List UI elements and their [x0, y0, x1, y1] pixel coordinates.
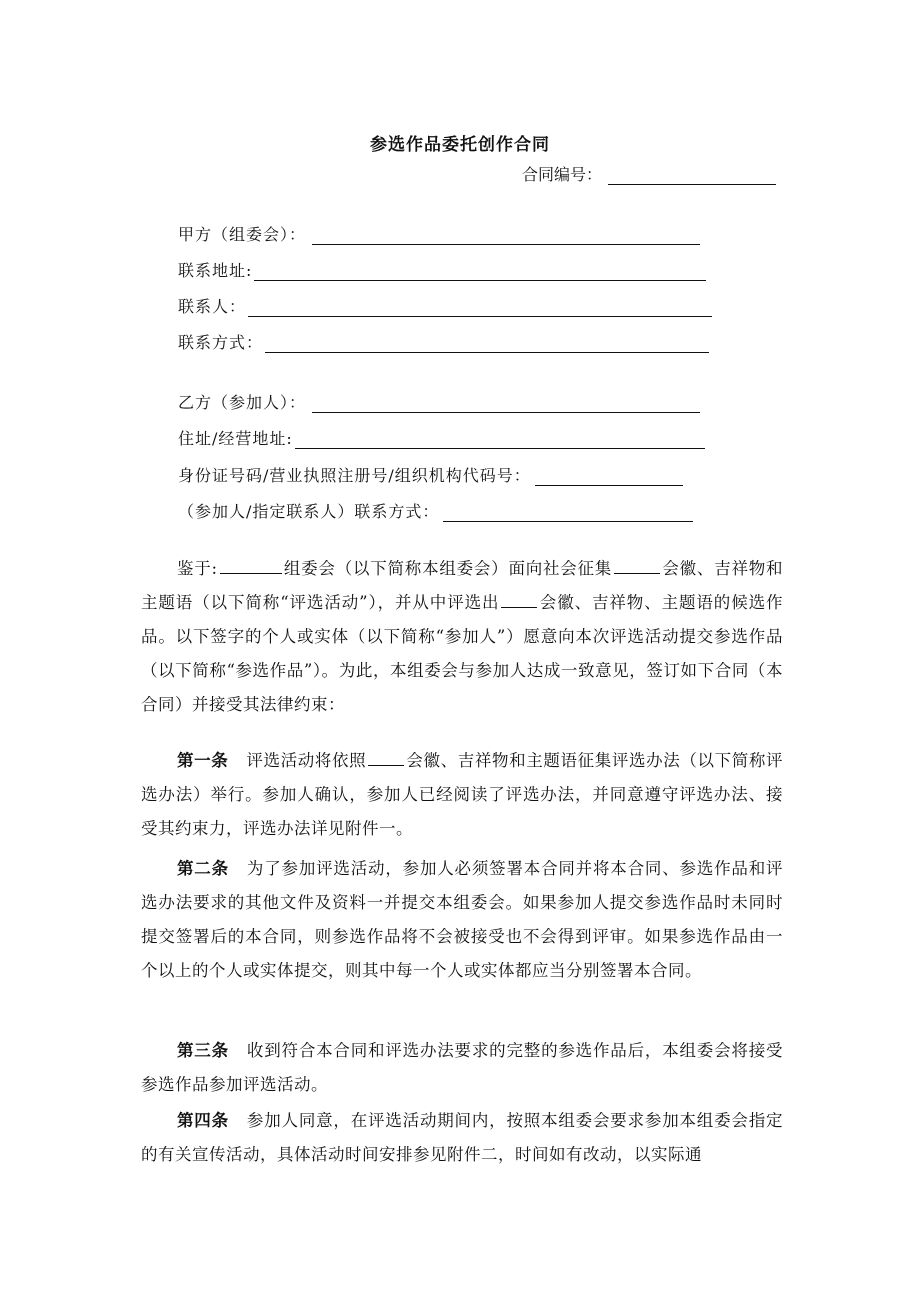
contract-number-blank[interactable] [608, 166, 776, 185]
party-b-method-blank[interactable] [443, 503, 693, 522]
party-a-contact-label: 联系人： [178, 297, 247, 316]
contract-number-row [522, 162, 776, 185]
party-a-method-blank[interactable] [265, 334, 709, 353]
preamble-text-1: 组委会（以下简称本组委会）面向社会征集 [283, 559, 613, 578]
contract-number-label: 合同编号： [522, 165, 603, 184]
preamble-paragraph [141, 552, 783, 722]
party-b-method-label: （参加人/指定联系人）联系方式： [178, 502, 440, 521]
article-4-text: 参加人同意，在评选活动期间内，按照本组委会要求参加本组委会指定的有关宣传活动，具体活动时间安排参见附件二，时间如有改动，以实际通 [141, 1111, 784, 1164]
party-b-name-label: 乙方（参加人）： [178, 393, 307, 412]
party-a-name-row [178, 222, 700, 245]
article-4 [141, 1104, 783, 1172]
party-b-method-row [178, 499, 693, 522]
article-1-text-post: 会徽、吉祥物和主题语征集评选办法（以下简称评选办法）举行。参加人确认，参加人已经阅读了评选办法，并同意遵守评选办法、接受其约束力，评选办法详见附件一。 [141, 751, 783, 838]
party-b-address-row [178, 426, 705, 449]
article-2-text: 为了参加评选活动，参加人必须签署本合同并将本合同、参选作品和评选办法要求的其他文件及资料一并提交本组委会。如果参加人提交参选作品时未同时提交签署后的本合同，则参选作品将不会被接受也不会得到评审。如果参选作品由一个以上的个人或实体提交，则其中每一个人或实体都应当分别签署本合同。 [141, 859, 784, 980]
party-b-id-blank[interactable] [535, 467, 683, 486]
party-b-id-row [178, 463, 683, 486]
party-a-method-label: 联系方式： [178, 333, 264, 352]
party-a-method-row [178, 330, 709, 353]
party-a-name-label: 甲方（组委会）： [178, 225, 307, 244]
party-a-name-blank[interactable] [312, 226, 700, 245]
preamble-blank-1[interactable] [220, 555, 282, 574]
party-b-name-row [178, 390, 700, 413]
article-1-blank[interactable] [368, 747, 404, 766]
article-3 [141, 1034, 783, 1102]
party-b-id-label: 身份证号码/营业执照注册号/组织机构代码号： [178, 466, 531, 485]
preamble-blank-3[interactable] [501, 589, 537, 608]
article-4-title: 第四条 [177, 1111, 229, 1130]
party-b-name-blank[interactable] [312, 394, 700, 413]
preamble-blank-2[interactable] [614, 555, 660, 574]
article-2-title: 第二条 [177, 859, 229, 878]
party-b-address-label: 住址/经营地址: [178, 429, 293, 448]
article-1 [141, 744, 783, 846]
article-3-title: 第三条 [177, 1041, 229, 1060]
preamble-whereas: 鉴于: [177, 559, 218, 578]
article-1-text-pre: 评选活动将依照 [246, 751, 367, 770]
document-title: 参选作品委托创作合同 [370, 135, 550, 155]
article-1-title: 第一条 [177, 751, 229, 770]
party-a-address-label: 联系地址: [178, 261, 253, 280]
party-a-address-blank[interactable] [254, 262, 706, 281]
party-a-contact-row [178, 294, 712, 317]
article-3-text: 收到符合本合同和评选办法要求的完整的参选作品后，本组委会将接受参选作品参加评选活动。 [141, 1041, 784, 1094]
preamble-text-3: 会徽、吉祥物、主题语的候选作品。以下签字的个人或实体（以下简称“参加人”）愿意向本次评选活动提交参选作品（以下简称“参选作品”）。为此，本组委会与参加人达成一致意见，签订如下合同（本合同）并接受其法律约束： [141, 593, 783, 714]
party-a-address-row [178, 258, 706, 281]
article-2 [141, 852, 783, 988]
party-b-address-blank[interactable] [295, 430, 705, 449]
preamble-text-2: 会徽、吉祥物和主题语（以下简称“评选活动”），并从中评选出 [141, 559, 784, 612]
party-a-contact-blank[interactable] [248, 298, 712, 317]
